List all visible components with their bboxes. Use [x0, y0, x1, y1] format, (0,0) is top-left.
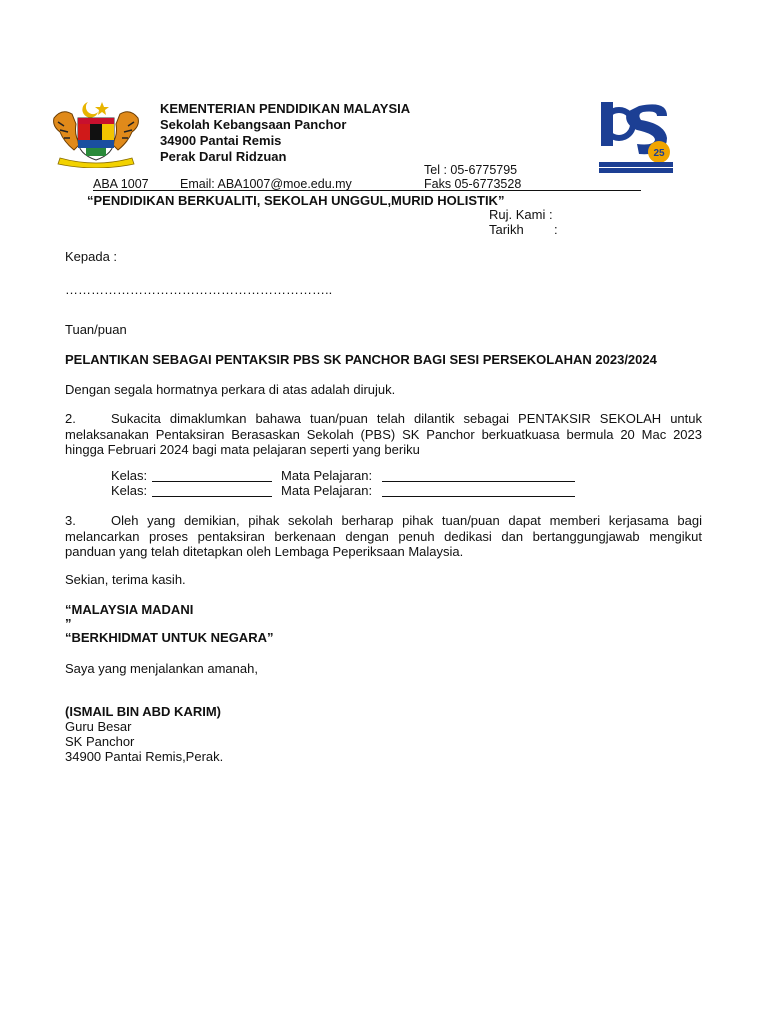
signatory-address: 34900 Pantai Remis,Perak. [65, 749, 224, 764]
ministry-name: KEMENTERIAN PENDIDIKAN MALAYSIA [160, 101, 411, 116]
signatory-school: SK Panchor [65, 734, 135, 749]
date-colon: : [554, 222, 558, 237]
fax: Faks 05-6773528 [424, 177, 522, 191]
salutation: Tuan/puan [65, 322, 127, 337]
malaysia-coat-of-arms-icon [48, 98, 144, 168]
svg-text:25: 25 [653, 148, 665, 159]
kelas-blank-1 [152, 481, 272, 482]
paragraph-3-first-line: Oleh yang demikian, pihak sekolah berharap pihak tuan/puan dapat memberi kerjasama bagi [111, 513, 702, 528]
opening-paragraph: Dengan segala hormatnya perkara di atas adalah dirujuk. [65, 382, 396, 397]
school-state: Perak Darul Ridzuan [160, 149, 287, 164]
paragraph-2-first-line: Sukacita dimaklumkan bahawa tuan/puan telah dilantik sebagai PENTAKSIR SEKOLAH untuk [111, 411, 702, 426]
mata-pelajaran-blank-2 [382, 496, 575, 497]
school-motto: “PENDIDIKAN BERKUALITI, SEKOLAH UNGGUL,MURID HOLISTIK” [87, 193, 505, 208]
paragraph-2-number: 2. [65, 411, 76, 426]
school-postcode-town: 34900 Pantai Remis [160, 133, 282, 148]
telephone: Tel : 05-6775795 [424, 163, 518, 177]
transformasi-sekolah-2025-logo [599, 98, 673, 174]
slogan-berkhidmat: “BERKHIDMAT UNTUK NEGARA” [65, 630, 274, 645]
mata-pelajaran-label-1: Mata Pelajaran: [281, 468, 373, 483]
date-label: Tarikh [489, 222, 524, 237]
closing-remark: Sekian, terima kasih. [65, 572, 186, 587]
recipient-address-placeholder: …………………………………………………….. [65, 282, 333, 297]
mata-pelajaran-blank-1 [382, 481, 575, 482]
paragraph-2-body: melaksanakan Pentaksiran Berasaskan Sekolah (PBS) SK Panchor berkuatkuasa bermula 20 Mac 2023 hingga Februari 2024 bagi mata pelajaran seperti yang beriku [65, 426, 702, 457]
signatory-name: (ISMAIL BIN ABD KARIM) [65, 704, 221, 719]
kelas-blank-2 [152, 496, 272, 497]
slogan-closing-quote: ” [65, 616, 72, 631]
kelas-label-2: Kelas: [111, 483, 148, 498]
school-name: Sekolah Kebangsaan Panchor [160, 117, 347, 132]
paragraph-3-number: 3. [65, 513, 76, 528]
signatory-title: Guru Besar [65, 719, 132, 734]
reference-label: Ruj. Kami : [489, 207, 553, 222]
school-code: ABA 1007 [93, 177, 149, 191]
kelas-label-1: Kelas: [111, 468, 148, 483]
slogan-malaysia-madani: “MALAYSIA MADANI [65, 602, 194, 617]
letter-subject: PELANTIKAN SEBAGAI PENTAKSIR PBS SK PANCHOR BAGI SESI PERSEKOLAHAN 2023/2024 [65, 352, 657, 367]
paragraph-3-body: melancarkan proses pentaksiran berkenaan dengan penuh dedikasi dan bertanggungjawab mengikut panduan yang telah ditetapkan oleh Lembaga Peperiksaan Malaysia. [65, 528, 702, 559]
email: Email: ABA1007@moe.edu.my [180, 177, 352, 191]
recipient-label: Kepada : [65, 249, 118, 264]
mata-pelajaran-label-2: Mata Pelajaran: [281, 483, 373, 498]
trust-line: Saya yang menjalankan amanah, [65, 661, 258, 676]
header-divider [93, 190, 641, 191]
